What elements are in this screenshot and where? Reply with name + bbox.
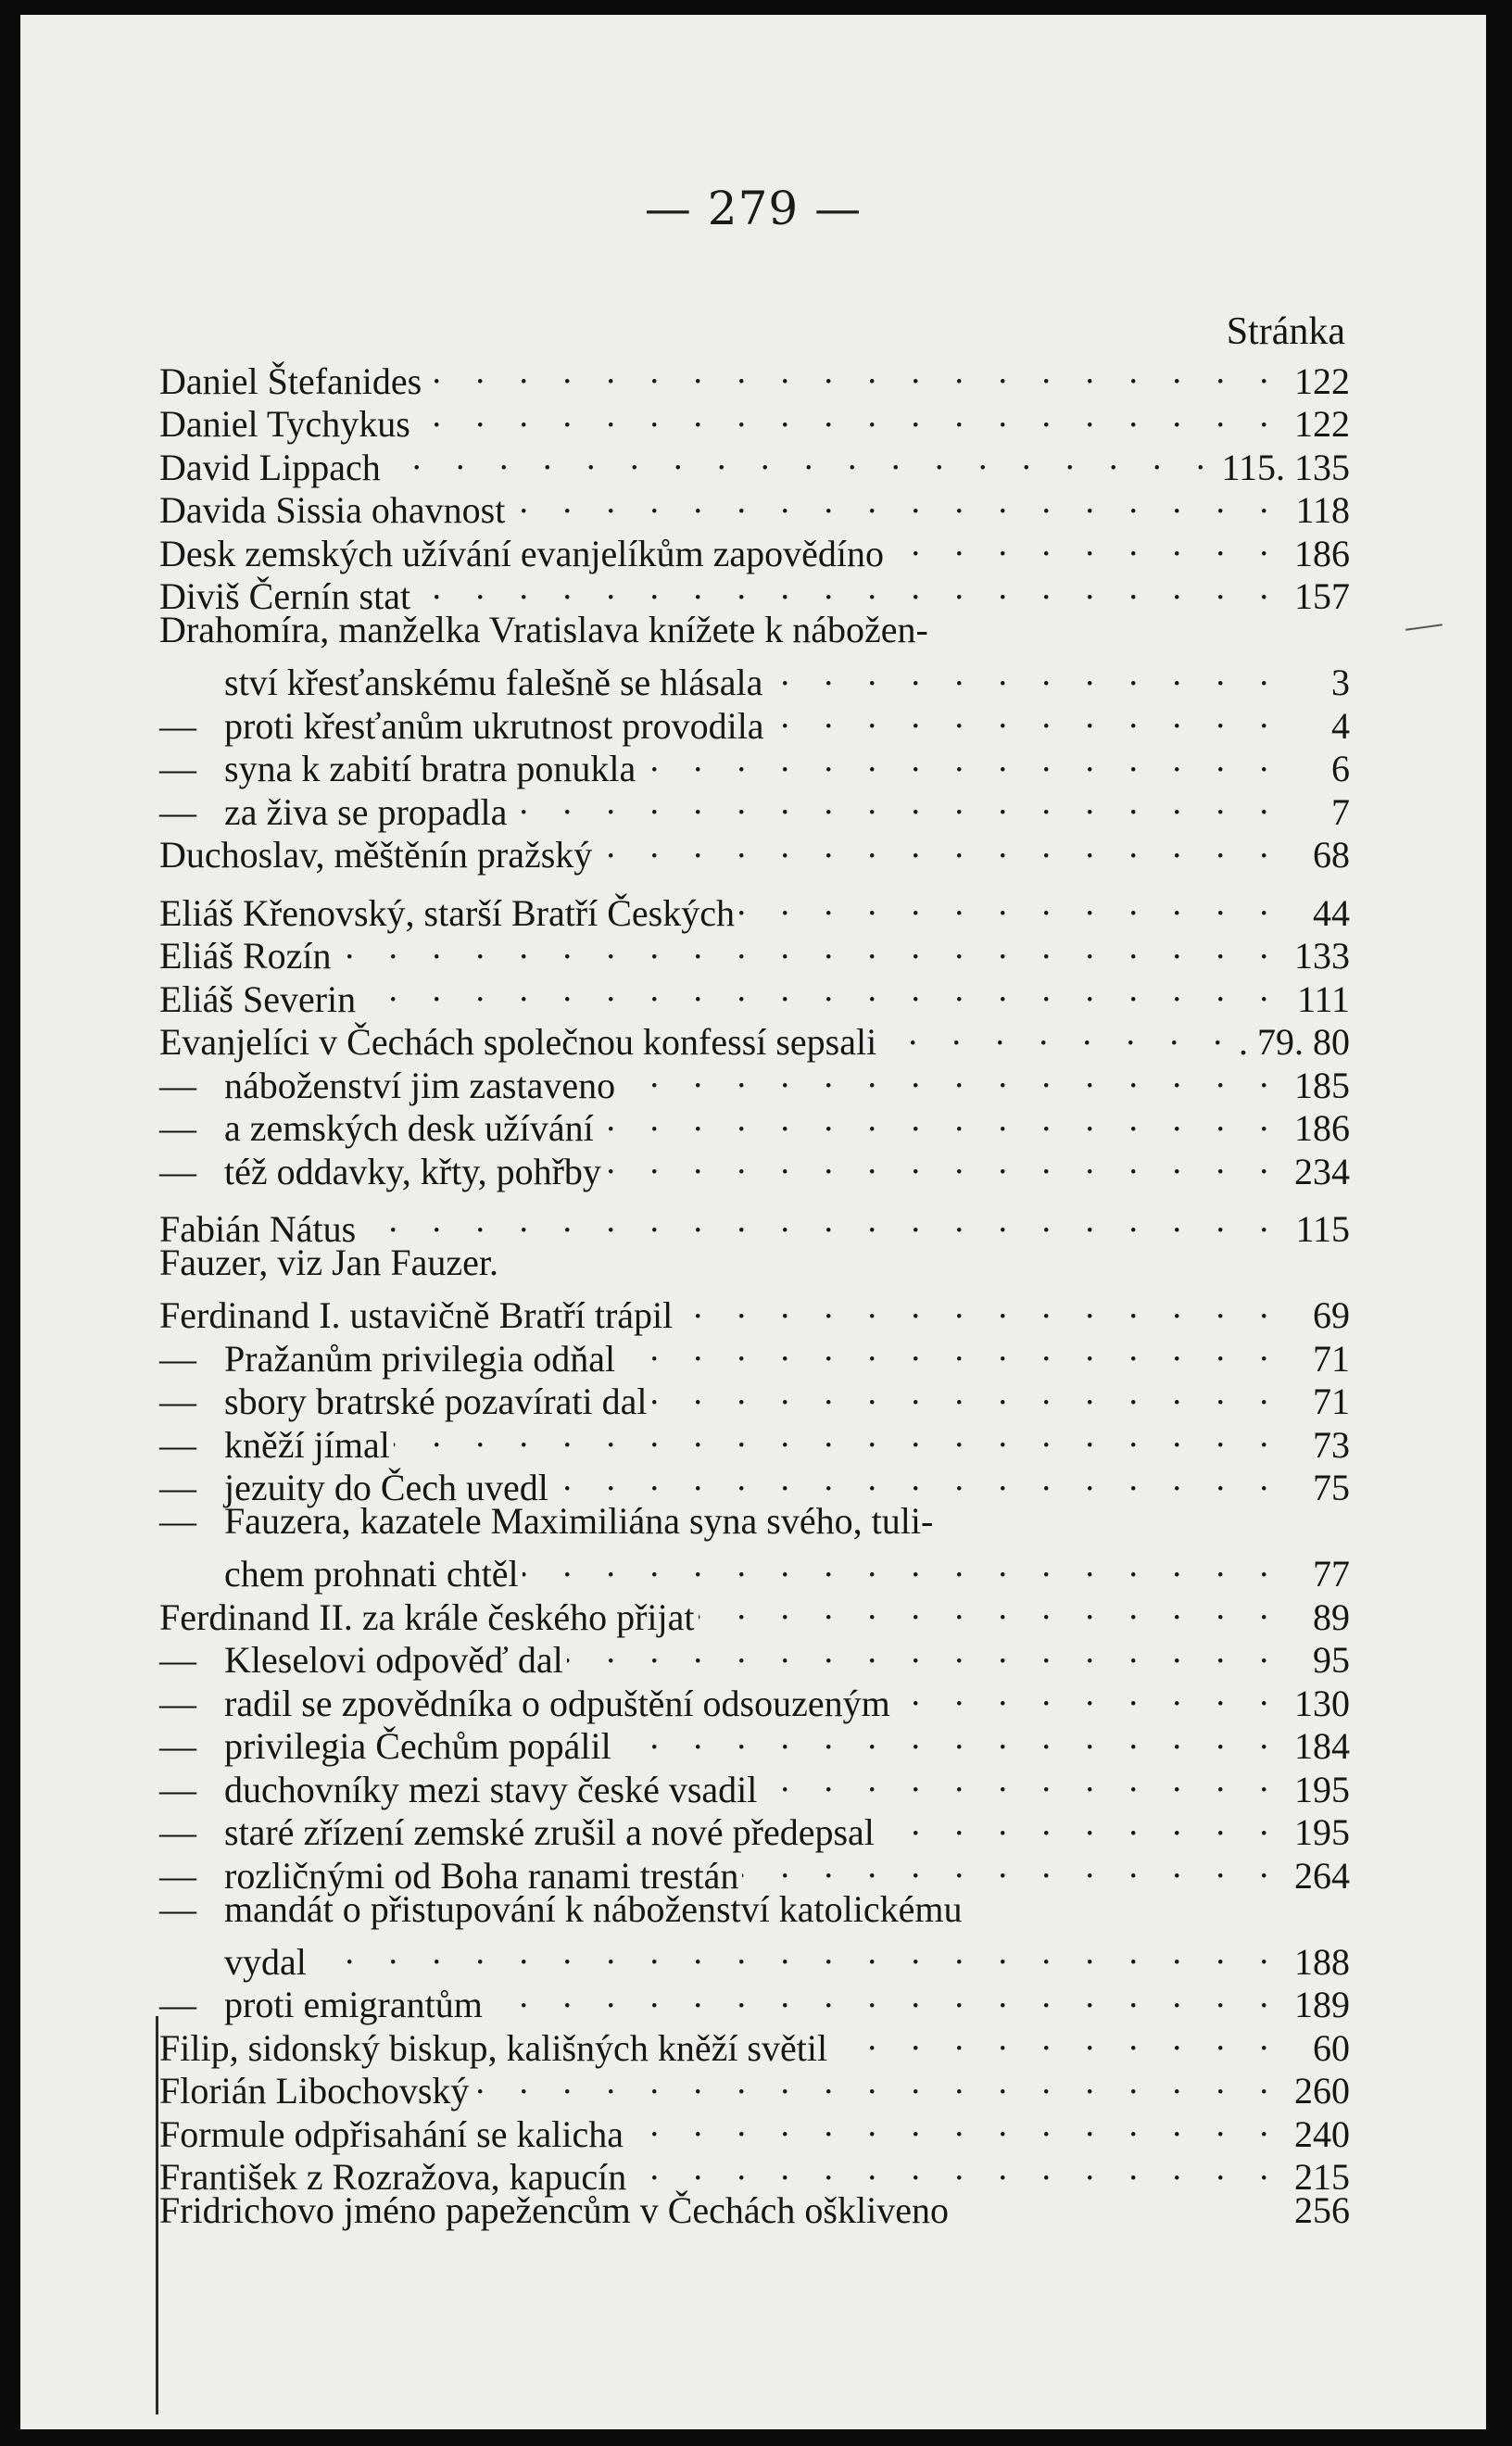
entry-text: Fauzera, kazatele Maximiliána syna svého, tuli- [224, 1500, 934, 1542]
entry-text: Filip, sidonský biskup, kališných kněží světil [159, 2026, 828, 2069]
repeat-dash: — [159, 1467, 196, 1508]
column-header-page: Stránka [1226, 310, 1345, 353]
index-entry [159, 652, 1350, 703]
dot-leader [335, 926, 1281, 969]
entry-text: Fauzer, viz Jan Fauzer. [159, 1242, 499, 1283]
entry-page-ref: 60 [1313, 2026, 1350, 2069]
entry-text: Fridrichovo jméno papežencům v Čechách oškliveno [159, 2189, 949, 2231]
entry-page-ref: 130 [1294, 1682, 1350, 1724]
entry-text: mandát o přistupování k náboženství katolickému [224, 1887, 963, 1930]
repeat-dash: — [159, 1150, 196, 1192]
repeat-dash: — [159, 1725, 196, 1767]
dot-leader [384, 436, 1218, 480]
dot-leader [605, 1141, 1281, 1184]
index-entry [159, 1931, 1350, 1983]
repeat-dash: — [159, 1854, 196, 1897]
entry-text: proti křesťanům ukrutnost provodila [224, 704, 764, 747]
dot-leader [414, 394, 1281, 437]
entry-text: vydal [224, 1940, 307, 1983]
index-entries [159, 350, 1350, 2233]
entry-text: Desk zemských užívání evanjelíkům zapovědíno [159, 532, 884, 574]
dot-leader [310, 1931, 1281, 1974]
index-entry [159, 926, 1350, 977]
dot-leader [615, 1716, 1281, 1759]
entry-page-ref: 264 [1294, 1854, 1350, 1897]
dot-leader [880, 1012, 1235, 1055]
entry-page-ref: 89 [1313, 1595, 1350, 1638]
dot-leader [831, 2017, 1281, 2061]
entry-text: Eliáš Křenovský, starší Bratří Českých [159, 891, 735, 934]
entry-page-ref: 189 [1294, 1984, 1350, 2025]
repeat-dash: — [159, 748, 196, 789]
entry-page-ref: 44 [1313, 891, 1350, 934]
repeat-dash: — [159, 790, 196, 833]
dot-leader [738, 882, 1281, 926]
dot-leader [394, 1414, 1281, 1457]
entry-text: Diviš Černín stat [159, 575, 411, 617]
dot-leader [486, 1974, 1281, 2018]
index-entry [159, 1199, 1350, 1250]
dot-leader [639, 738, 1281, 782]
entry-text: Davida Sissia ohavnost [159, 489, 506, 531]
dot-leader [888, 523, 1281, 566]
entry-text: Eliáš Severin [159, 977, 357, 1020]
entry-page-ref: 69 [1313, 1294, 1350, 1336]
index-entry [159, 2189, 1350, 2233]
entry-page-ref: 4 [1331, 704, 1350, 747]
index-entry [159, 1242, 1350, 1285]
dot-leader [472, 2061, 1281, 2104]
entry-text: privilegia Čechům popálil [224, 1725, 611, 1767]
repeat-dash: — [159, 1500, 196, 1542]
entry-text: David Lippach [159, 446, 381, 488]
index-entry [159, 1888, 1350, 1932]
dot-leader [359, 1199, 1281, 1242]
book-page [20, 15, 1486, 2429]
entry-text: staré zřízení zemské zrušil a nové předepsal [224, 1811, 875, 1853]
dot-leader [630, 2147, 1281, 2190]
dot-leader [509, 480, 1281, 523]
entry-text: rozličnými od Boha ranami trestán [224, 1854, 739, 1897]
dot-leader [510, 781, 1281, 825]
dot-leader [414, 566, 1281, 610]
entry-page-ref: 71 [1313, 1337, 1350, 1380]
entry-text: Evanjelíci v Čechách společnou konfessí sepsali [159, 1021, 877, 1063]
entry-text: sbory bratrské pozavírati dal [224, 1381, 648, 1422]
entry-page-ref: 118 [1295, 489, 1350, 531]
entry-text: jezuity do Čech uvedl [224, 1467, 548, 1508]
repeat-dash: — [159, 1811, 196, 1853]
dot-leader [523, 1544, 1281, 1587]
index-entry [159, 609, 1350, 652]
entry-text: Formule odpřisahání se kalicha [159, 2112, 624, 2155]
entry-page-ref: 73 [1313, 1423, 1350, 1466]
entry-page-ref: 195 [1294, 1811, 1350, 1853]
entry-page-ref: 115. 135 [1221, 446, 1350, 488]
dot-leader [676, 1285, 1281, 1329]
repeat-dash: — [159, 1682, 196, 1724]
dot-leader [598, 1098, 1281, 1141]
entry-page-ref: 184 [1294, 1725, 1350, 1767]
index-entry [159, 968, 1350, 1020]
entry-page-ref: 122 [1294, 359, 1350, 402]
repeat-dash: — [159, 1064, 196, 1106]
dot-leader [894, 1672, 1281, 1716]
index-entry [159, 1544, 1350, 1595]
dot-leader [768, 695, 1281, 738]
repeat-dash: — [159, 1107, 196, 1149]
dot-leader [596, 825, 1281, 868]
entry-text: proti emigrantům [224, 1984, 483, 2025]
entry-page-ref: 68 [1313, 834, 1350, 876]
entry-page-ref: 115 [1295, 1208, 1350, 1250]
entry-page-ref: 6 [1331, 748, 1350, 789]
entry-page-ref: 188 [1294, 1940, 1350, 1983]
entry-page-ref: 111 [1296, 977, 1350, 1020]
entry-page-ref: 71 [1313, 1381, 1350, 1422]
entry-text: chem prohnati chtěl [224, 1553, 519, 1595]
entry-text: Drahomíra, manželka Vratislava knížete k nábožen- [159, 609, 928, 650]
dot-leader [619, 1328, 1281, 1371]
entry-page-ref: 7 [1331, 790, 1350, 833]
entry-text: radil se zpovědníka o odpuštění odsouzeným [224, 1682, 890, 1724]
entry-page-ref: 133 [1294, 935, 1350, 977]
entry-text: Eliáš Rozín [159, 935, 332, 977]
entry-text: Pražanům privilegia odňal [224, 1337, 616, 1380]
page-number: — 279 — [644, 182, 863, 235]
entry-page-ref: 3 [1331, 662, 1350, 703]
dot-leader [878, 1802, 1281, 1846]
entry-text: kněží jímal [224, 1423, 390, 1466]
entry-page-ref: 215 [1294, 2156, 1350, 2198]
dot-leader [567, 1630, 1281, 1673]
entry-page-ref: 186 [1294, 1107, 1350, 1149]
dot-leader [766, 652, 1281, 696]
dot-leader [619, 1054, 1281, 1098]
entry-text: ství křesťanskému falešně se hlásala [224, 662, 763, 703]
repeat-dash: — [159, 1887, 196, 1930]
dot-leader [627, 2103, 1281, 2147]
repeat-dash: — [159, 1768, 196, 1810]
entry-text: Ferdinand II. za krále českého přijat [159, 1595, 695, 1638]
entry-page-ref: 77 [1313, 1553, 1350, 1595]
scan-artifact [156, 2016, 158, 2414]
margin-mark [1405, 624, 1443, 631]
dot-leader [651, 1371, 1281, 1415]
entry-page-ref: 186 [1294, 532, 1350, 574]
dot-leader [425, 350, 1281, 394]
dot-leader [761, 1759, 1281, 1802]
index-entry [159, 350, 1350, 402]
index-entry [159, 1974, 1350, 2025]
entry-text: Kleselovi odpověď dal [224, 1639, 563, 1681]
entry-text: Ferdinand I. ustavičně Bratří trápil [159, 1294, 674, 1336]
entry-page-ref: 234 [1294, 1150, 1350, 1192]
entry-text: syna k zabití bratra ponukla [224, 748, 636, 789]
repeat-dash: — [159, 1423, 196, 1466]
dot-leader [742, 1845, 1281, 1888]
entry-text: Fabián Nátus [159, 1208, 357, 1250]
entry-page-ref: 256 [1294, 2189, 1350, 2231]
dot-leader [359, 968, 1281, 1012]
entry-page-ref: 240 [1294, 2112, 1350, 2155]
entry-text: Daniel Štefanides [159, 359, 422, 402]
index-entry [159, 1500, 1350, 1544]
dot-leader [552, 1457, 1281, 1501]
entry-page-ref: . 79. 80 [1239, 1021, 1350, 1063]
repeat-dash: — [159, 1984, 196, 2025]
entry-page-ref: 75 [1313, 1467, 1350, 1508]
entry-text: Duchoslav, měštěnín pražský [159, 834, 593, 876]
entry-text: Florián Libochovský [159, 2070, 470, 2112]
entry-text: František z Rozražova, kapucín [159, 2156, 627, 2198]
entry-text: Daniel Tychykus [159, 403, 410, 445]
index-entry [159, 1285, 1350, 1336]
repeat-dash: — [159, 1639, 196, 1681]
entry-page-ref: 157 [1294, 575, 1350, 617]
repeat-dash: — [159, 704, 196, 747]
entry-text: duchovníky mezi stavy české vsadil [224, 1768, 758, 1810]
repeat-dash: — [159, 1337, 196, 1380]
entry-text: a zemských desk užívání [224, 1107, 594, 1149]
entry-page-ref: 260 [1294, 2070, 1350, 2112]
dot-leader [699, 1586, 1281, 1630]
entry-text: též oddavky, křty, pohřby [224, 1150, 601, 1192]
entry-text: náboženství jim zastaveno [224, 1064, 616, 1106]
entry-page-ref: 195 [1294, 1768, 1350, 1810]
entry-page-ref: 185 [1294, 1064, 1350, 1106]
entry-text: za živa se propadla [224, 790, 508, 833]
repeat-dash: — [159, 1381, 196, 1422]
entry-page-ref: 122 [1294, 403, 1350, 445]
index-entry [159, 882, 1350, 934]
entry-page-ref: 95 [1313, 1639, 1350, 1681]
